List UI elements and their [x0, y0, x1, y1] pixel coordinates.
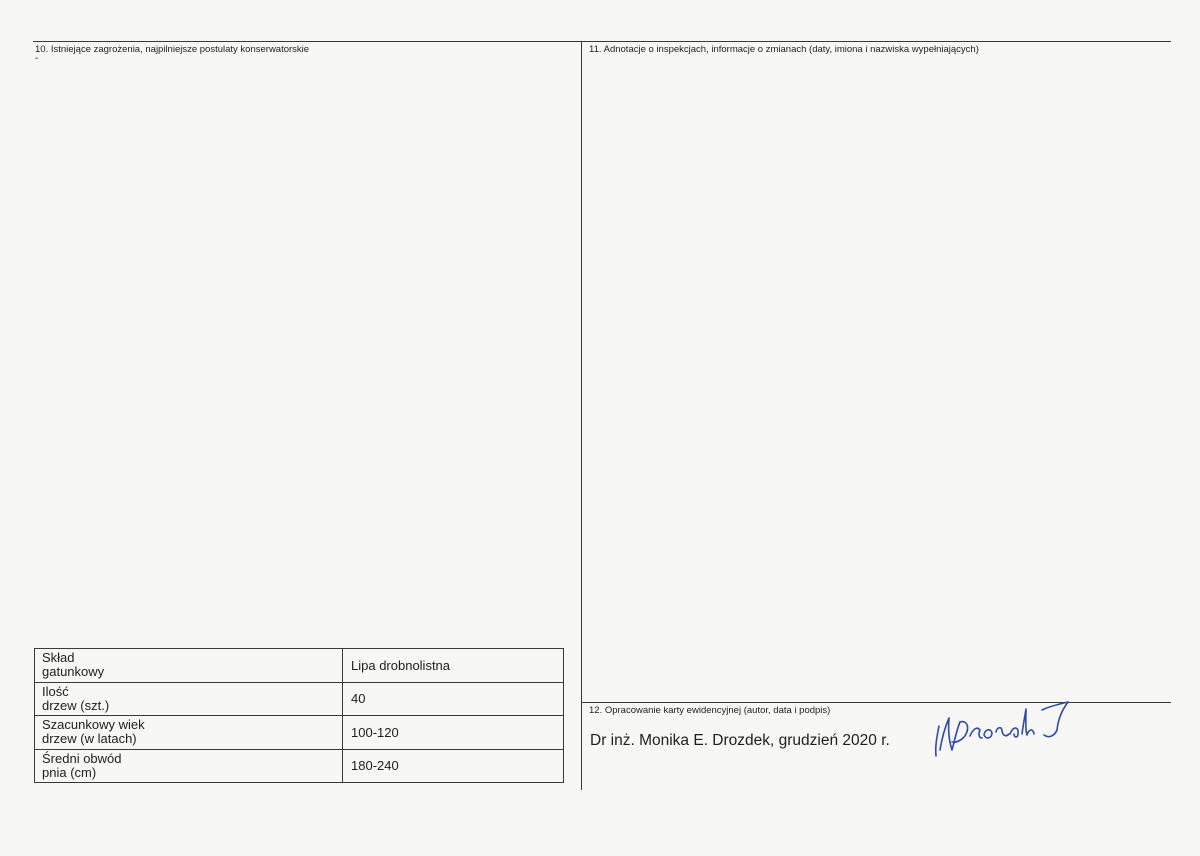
row-label-line1: Ilość [42, 683, 69, 699]
table-row [35, 682, 564, 716]
table-row [35, 716, 564, 750]
row-label-line2: pnia (cm) [42, 764, 97, 780]
row-value: 40 [343, 682, 564, 716]
section-10-heading: 10. Istniejące zagrożenia, najpilniejsze postulaty konserwatorskie [35, 44, 310, 55]
row-label-line1: Średni obwód [42, 750, 122, 766]
row-label-line1: Szacunkowy wiek [42, 717, 145, 733]
row-label-line2: drzew (w latach) [42, 731, 137, 747]
section-12-heading: 12. Opracowanie karty ewidencyjnej (autor, data i podpis) [589, 705, 831, 716]
row-label [35, 749, 343, 783]
row-label [35, 716, 343, 750]
section-10-content: - [35, 53, 39, 64]
row-label [35, 682, 343, 716]
section-11-heading: 11. Adnotacje o inspekcjach, informacje o zmianach (daty, imiona i nazwiska wypełniających) [589, 44, 979, 55]
section-12-rule [582, 702, 1171, 703]
table-row [35, 649, 564, 683]
row-value: 180-240 [343, 749, 564, 783]
row-label-line2: drzew (szt.) [42, 697, 110, 713]
tree-data-table [34, 648, 564, 783]
signature [930, 700, 1080, 766]
row-label [35, 649, 343, 683]
row-value: Lipa drobnolistna [343, 649, 564, 683]
row-label-line2: gatunkowy [42, 664, 105, 680]
row-value: 100-120 [343, 716, 564, 750]
table-row [35, 749, 564, 783]
row-label-line1: Skład [42, 650, 75, 666]
author-line: Dr inż. Monika E. Drozdek, grudzień 2020 r. [590, 732, 890, 749]
column-divider [581, 41, 582, 790]
top-rule [33, 41, 1171, 42]
